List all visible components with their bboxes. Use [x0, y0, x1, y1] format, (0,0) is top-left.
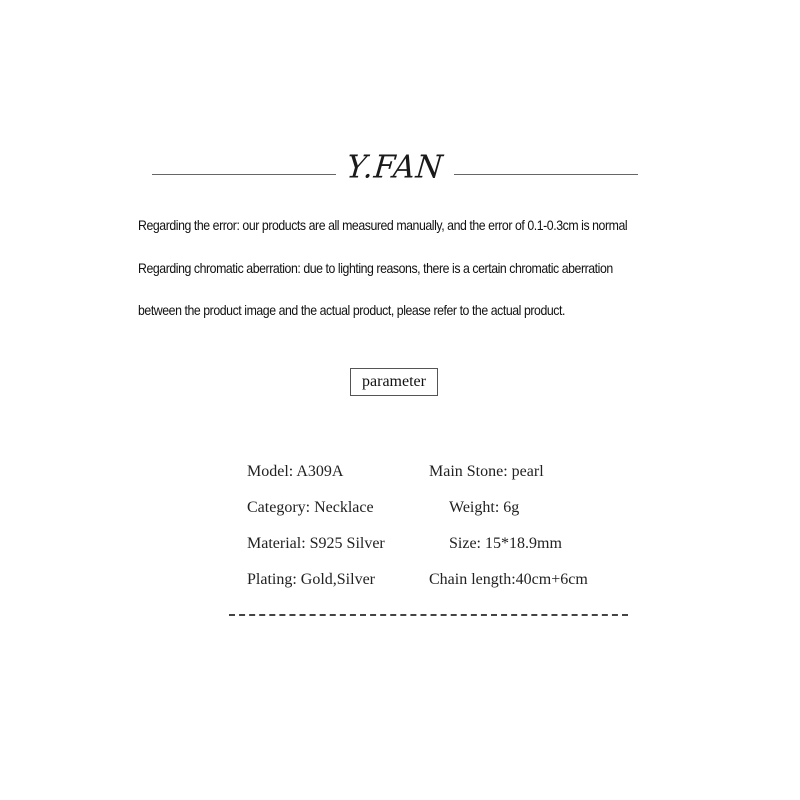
param-weight: Weight: 6g [449, 499, 520, 516]
param-material: Material: S925 Silver [247, 535, 385, 552]
parameter-section-label: parameter [350, 368, 438, 396]
brand-logo: Y.FAN [344, 149, 446, 186]
param-plating: Plating: Gold,Silver [247, 571, 375, 588]
param-main-stone: Main Stone: pearl [429, 463, 544, 480]
notice-line-chromatic-cont: between the product image and the actual product, please refer to the actual product. [138, 302, 565, 318]
param-model: Model: A309A [247, 463, 344, 480]
dashed-divider [229, 614, 628, 616]
param-chain-length: Chain length:40cm+6cm [429, 571, 588, 588]
param-size: Size: 15*18.9mm [449, 535, 562, 552]
brand-rule-left [152, 174, 336, 175]
notice-line-error: Regarding the error: our products are all measured manually, and the error of 0.1-0.3cm is normal [138, 217, 628, 233]
brand-rule-right [454, 174, 638, 175]
notice-line-chromatic: Regarding chromatic aberration: due to lighting reasons, there is a certain chromatic aberration [138, 260, 613, 276]
param-category: Category: Necklace [247, 499, 374, 516]
